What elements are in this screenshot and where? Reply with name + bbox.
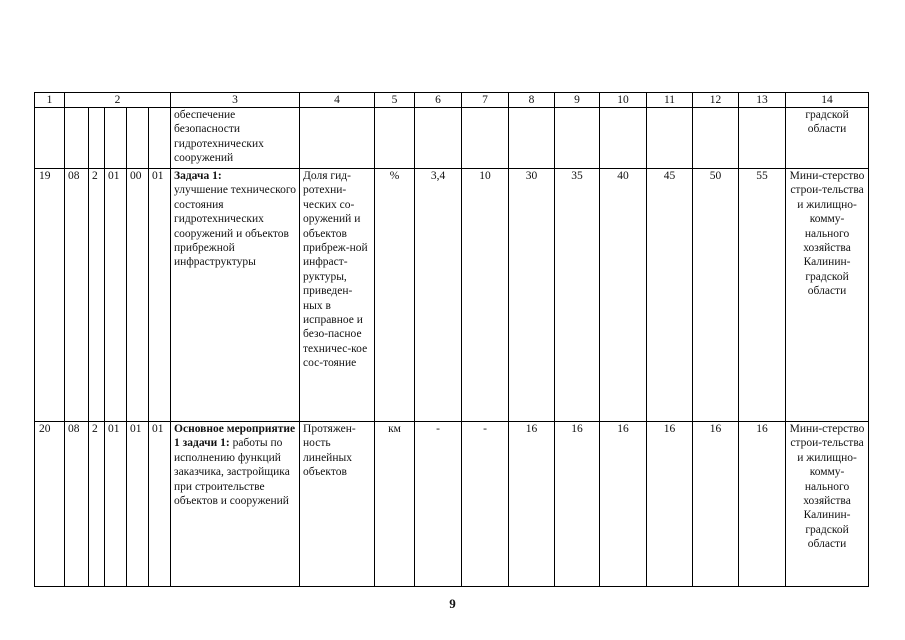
value-cell: 16 — [693, 422, 739, 587]
name-cell — [171, 422, 300, 587]
executor-cell: градской области — [786, 108, 869, 169]
value-cell: - — [462, 422, 509, 587]
code-cell — [105, 108, 127, 169]
code-cell — [35, 108, 65, 169]
value-cell: - — [415, 422, 462, 587]
value-cell — [462, 108, 509, 169]
code-cell: 08 — [65, 422, 89, 587]
value-cell: 35 — [555, 169, 600, 422]
value-cell: 55 — [739, 169, 786, 422]
table-row — [35, 422, 869, 587]
executor-cell: Мини-стерство строи-тельства и жилищно-комму-нального хозяйства Калинин-градской области — [786, 169, 869, 422]
header-cell: 3 — [171, 93, 300, 108]
code-cell: 2 — [89, 422, 105, 587]
header-cell: 12 — [693, 93, 739, 108]
value-cell: 16 — [509, 422, 555, 587]
table-row — [35, 169, 869, 422]
value-cell — [415, 108, 462, 169]
value-cell — [647, 108, 693, 169]
value-cell: 40 — [600, 169, 647, 422]
header-cell: 10 — [600, 93, 647, 108]
activity-description: работы по исполнению функций заказчика, застройщика при строительстве объектов и сооружений — [174, 437, 290, 508]
header-cell: 9 — [555, 93, 600, 108]
value-cell — [693, 108, 739, 169]
code-cell: 01 — [149, 422, 171, 587]
value-cell: 3,4 — [415, 169, 462, 422]
header-cell: 1 — [35, 93, 65, 108]
header-cell: 14 — [786, 93, 869, 108]
header-cell: 6 — [415, 93, 462, 108]
code-cell: 01 — [127, 422, 149, 587]
code-cell: 20 — [35, 422, 65, 587]
header-cell: 11 — [647, 93, 693, 108]
value-cell: 16 — [555, 422, 600, 587]
code-cell: 08 — [65, 169, 89, 422]
indicator-cell — [300, 108, 375, 169]
value-cell — [509, 108, 555, 169]
unit-cell: км — [375, 422, 415, 587]
value-cell — [739, 108, 786, 169]
value-cell: 45 — [647, 169, 693, 422]
unit-cell: % — [375, 169, 415, 422]
page-number: 9 — [449, 596, 456, 611]
header-cell: 5 — [375, 93, 415, 108]
header-cell: 8 — [509, 93, 555, 108]
code-cell — [127, 108, 149, 169]
code-cell: 01 — [149, 169, 171, 422]
code-cell: 00 — [127, 169, 149, 422]
value-cell: 30 — [509, 169, 555, 422]
value-cell: 10 — [462, 169, 509, 422]
code-cell: 01 — [105, 422, 127, 587]
header-cell: 13 — [739, 93, 786, 108]
value-cell — [555, 108, 600, 169]
value-cell: 16 — [600, 422, 647, 587]
value-cell — [600, 108, 647, 169]
code-cell — [65, 108, 89, 169]
value-cell: 16 — [647, 422, 693, 587]
table-row — [35, 108, 869, 169]
unit-cell — [375, 108, 415, 169]
indicator-cell: Доля гид-ротехни-ческих со-оружений и объектов прибреж-ной инфраст-руктуры, приведен-ных в исправное и безо-пасное техничес-кое сос-тояние — [300, 169, 375, 422]
indicator-cell: Протяжен-ность линейных объектов — [300, 422, 375, 587]
header-cell: 4 — [300, 93, 375, 108]
task-description: улучшение технического состояния гидротехнических сооружений и объектов прибрежной инфраструктуры — [174, 184, 297, 269]
code-cell — [89, 108, 105, 169]
header-cell: 2 — [65, 93, 171, 108]
code-cell: 01 — [105, 169, 127, 422]
activity-title: Основное мероприятие 1 задачи 1: — [174, 423, 296, 450]
code-cell: 19 — [35, 169, 65, 422]
code-cell — [149, 108, 171, 169]
value-cell: 50 — [693, 169, 739, 422]
value-cell: 16 — [739, 422, 786, 587]
name-cell — [171, 169, 300, 422]
header-cell: 7 — [462, 93, 509, 108]
header-row — [35, 93, 869, 108]
name-cell: обеспечение безопасности гидротехнических сооружений — [171, 108, 300, 169]
task-title: Задача 1: — [174, 170, 222, 182]
code-cell: 2 — [89, 169, 105, 422]
program-table — [34, 92, 869, 587]
executor-cell: Мини-стерство строи-тельства и жилищно-комму-нального хозяйства Калинин-градской области — [786, 422, 869, 587]
